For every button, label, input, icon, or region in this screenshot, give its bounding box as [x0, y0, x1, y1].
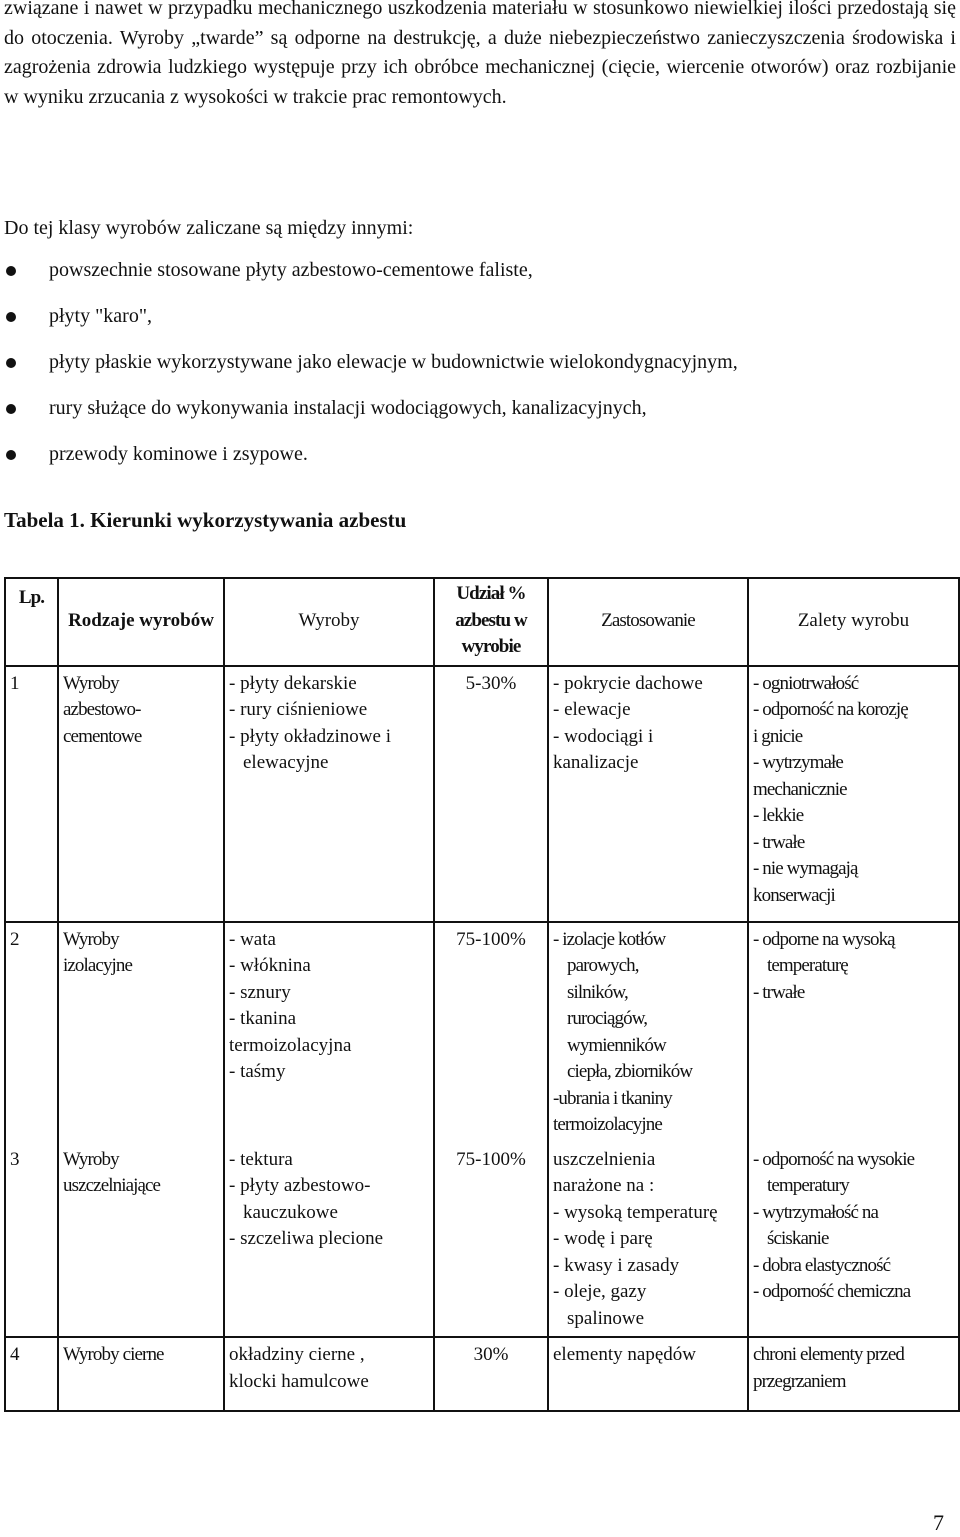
- list-item: [0, 394, 960, 440]
- cell-line: - wytrzymałe: [753, 752, 843, 773]
- cell-line: ciepła, zbiorników: [567, 1061, 693, 1082]
- cell-line: klocki hamulcowe: [229, 1370, 369, 1392]
- cell-line: temperatury: [767, 1175, 849, 1196]
- header-lp: Lp.: [5, 578, 58, 666]
- cell-line: - odporność chemiczna: [753, 1281, 911, 1302]
- cell-line: i gnicie: [753, 725, 803, 747]
- cell-line: - odporne na wysoką: [753, 928, 895, 950]
- cell-line: - tektura: [229, 1148, 293, 1170]
- cell-wyroby: [224, 922, 434, 1143]
- cell-line: elementy napędów: [553, 1344, 696, 1365]
- cell-line: - tkanina: [229, 1008, 297, 1029]
- cell-udzial: 5-30%: [434, 666, 548, 922]
- table-row: [5, 1337, 959, 1411]
- cell-zastosowanie: [548, 1143, 748, 1338]
- cell-line: konserwacji: [753, 884, 835, 906]
- cell-line: azbestowo-: [63, 699, 141, 720]
- asbestus-usage-table: [4, 577, 960, 1412]
- cell-line: - wodociągi i: [553, 725, 654, 747]
- cell-zalety: [748, 666, 959, 922]
- cell-line: - wodę i parę: [553, 1228, 653, 1249]
- list-item: [0, 440, 960, 486]
- cell-line: - lekkie: [753, 805, 804, 826]
- cell-line: - wysoką temperaturę: [553, 1201, 718, 1223]
- cell-rodzaje: [58, 666, 224, 922]
- header-zalety: Zalety wyrobu: [748, 578, 959, 666]
- cell-line: uszczelniające: [63, 1175, 161, 1196]
- cell-line: - płyty azbestowo-: [229, 1175, 371, 1196]
- cell-line: - wata: [229, 928, 276, 950]
- cell-zalety: [748, 922, 959, 1143]
- list-item-text: płyty płaskie wykorzystywane jako elewacje w budownictwie wielokondygnacyjnym,: [49, 351, 738, 373]
- table-row: [5, 922, 959, 1143]
- cell-line: okładziny cierne ,: [229, 1344, 365, 1365]
- cell-line: - rury ciśnieniowe: [229, 699, 368, 720]
- cell-line: kauczukowe: [243, 1201, 338, 1223]
- header-udzial: Udział % azbestu w wyrobie: [434, 578, 548, 666]
- cell-rodzaje: [58, 922, 224, 1143]
- cell-line: - taśmy: [229, 1061, 286, 1082]
- cell-line: - płyty okładzinowe i: [229, 725, 391, 747]
- cell-line: -ubrania i tkaniny: [553, 1087, 672, 1109]
- bullet-icon: [6, 404, 16, 414]
- list-item-text: płyty "karo",: [49, 305, 152, 327]
- cell-line: wymienników: [567, 1034, 666, 1056]
- cell-line: - izolacje kotłów: [553, 928, 666, 950]
- cell-zalety: [748, 1143, 959, 1338]
- cell-zastosowanie: [548, 922, 748, 1143]
- cell-line: - odporność na korozję: [753, 699, 908, 720]
- cell-line: - trwałe: [753, 981, 805, 1003]
- cell-line: - nie wymagają: [753, 858, 858, 879]
- bullet-icon: [6, 266, 16, 276]
- cell-wyroby: [224, 666, 434, 922]
- cell-line: Wyroby: [63, 928, 119, 950]
- cell-line: mechanicznie: [753, 778, 847, 800]
- page-number: 7: [933, 1510, 944, 1535]
- cell-line: ściskanie: [767, 1228, 829, 1249]
- cell-line: - dobra elastyczność: [753, 1254, 891, 1276]
- cell-line: - sznury: [229, 981, 291, 1003]
- list-intro-paragraph: Do tej klasy wyrobów zaliczane są między innymi:: [4, 217, 414, 239]
- table-row: [5, 1143, 959, 1338]
- cell-line: - włóknina: [229, 955, 311, 976]
- body-paragraph: związane i nawet w przypadku mechanicznego uszkodzenia materiału w stosunkowo niewielkiej ilości przedostają się do otoczenia. Wyroby „twarde” są odporne na destrukcję, a duże niebezpieczeństwo zanieczyszczenia środowiska i zagrożenia zdrowia ludzkiego występuje przy ich obróbce mechanicznej (cięcie, wiercenie otworów) oraz rozbijanie w wyniku zrzucania z wysokości w trakcie prac remontowych.: [4, 0, 956, 108]
- cell-line: - pokrycie dachowe: [553, 672, 703, 694]
- header-zastosowanie: Zastosowanie: [548, 578, 748, 666]
- cell-lp: 4: [5, 1337, 58, 1411]
- table-header-row: [5, 578, 959, 666]
- cell-line: rurociągów,: [567, 1008, 648, 1029]
- cell-line: termoizolacyjna: [229, 1034, 352, 1056]
- cell-line: cementowe: [63, 725, 142, 747]
- list-item-text: rury służące do wykonywania instalacji wodociągowych, kanalizacyjnych,: [49, 397, 647, 419]
- cell-line: elewacyjne: [243, 752, 329, 773]
- cell-line: kanalizacje: [553, 752, 639, 773]
- cell-line: Wyroby cierne: [63, 1344, 164, 1365]
- cell-line: - ogniotrwałość: [753, 672, 859, 694]
- cell-line: termoizolacyjne: [553, 1114, 662, 1135]
- cell-udzial: 75-100%: [434, 1143, 548, 1338]
- table-caption: Tabela 1. Kierunki wykorzystywania azbestu: [4, 508, 407, 532]
- cell-line: - oleje, gazy: [553, 1281, 647, 1302]
- cell-line: izolacyjne: [63, 955, 133, 976]
- cell-line: - odporność na wysokie: [753, 1148, 915, 1170]
- cell-lp: 1: [5, 666, 58, 922]
- cell-rodzaje: [58, 1143, 224, 1338]
- cell-line: spalinowe: [567, 1307, 645, 1329]
- cell-rodzaje: [58, 1337, 224, 1411]
- bullet-icon: [6, 358, 16, 368]
- cell-line: temperaturę: [767, 955, 848, 976]
- cell-lp: 3: [5, 1143, 58, 1338]
- bullet-icon: [6, 312, 16, 322]
- cell-udzial: 75-100%: [434, 922, 548, 1143]
- table-row: [5, 666, 959, 922]
- bullet-icon: [6, 450, 16, 460]
- table-body: [5, 666, 959, 1412]
- bullet-list: [0, 256, 960, 486]
- cell-zalety: [748, 1337, 959, 1411]
- cell-line: - kwasy i zasady: [553, 1254, 680, 1276]
- cell-wyroby: [224, 1337, 434, 1411]
- list-item: [0, 348, 960, 394]
- cell-line: - płyty dekarskie: [229, 672, 357, 694]
- header-wyroby: Wyroby: [224, 578, 434, 666]
- cell-line: silników,: [567, 981, 628, 1003]
- cell-line: - wytrzymałość na: [753, 1201, 879, 1223]
- cell-line: narażone na :: [553, 1175, 655, 1196]
- cell-udzial: 30%: [434, 1337, 548, 1411]
- cell-line: - elewacje: [553, 699, 631, 720]
- cell-line: - szczeliwa plecione: [229, 1228, 384, 1249]
- cell-line: Wyroby: [63, 672, 119, 694]
- list-item-text: przewody kominowe i zsypowe.: [49, 443, 308, 465]
- cell-line: uszczelnienia: [553, 1148, 656, 1170]
- cell-line: przegrzaniem: [753, 1370, 846, 1392]
- cell-line: parowych,: [567, 955, 639, 976]
- header-rodzaje: Rodzaje wyrobów: [58, 578, 224, 666]
- cell-line: Wyroby: [63, 1148, 119, 1170]
- cell-line: - trwałe: [753, 831, 805, 853]
- cell-lp: 2: [5, 922, 58, 1143]
- cell-line: chroni elementy przed: [753, 1344, 904, 1365]
- cell-zastosowanie: [548, 1337, 748, 1411]
- cell-wyroby: [224, 1143, 434, 1338]
- cell-zastosowanie: [548, 666, 748, 922]
- list-item-text: powszechnie stosowane płyty azbestowo-cementowe faliste,: [49, 259, 533, 281]
- list-item: [0, 256, 960, 302]
- list-item: [0, 302, 960, 348]
